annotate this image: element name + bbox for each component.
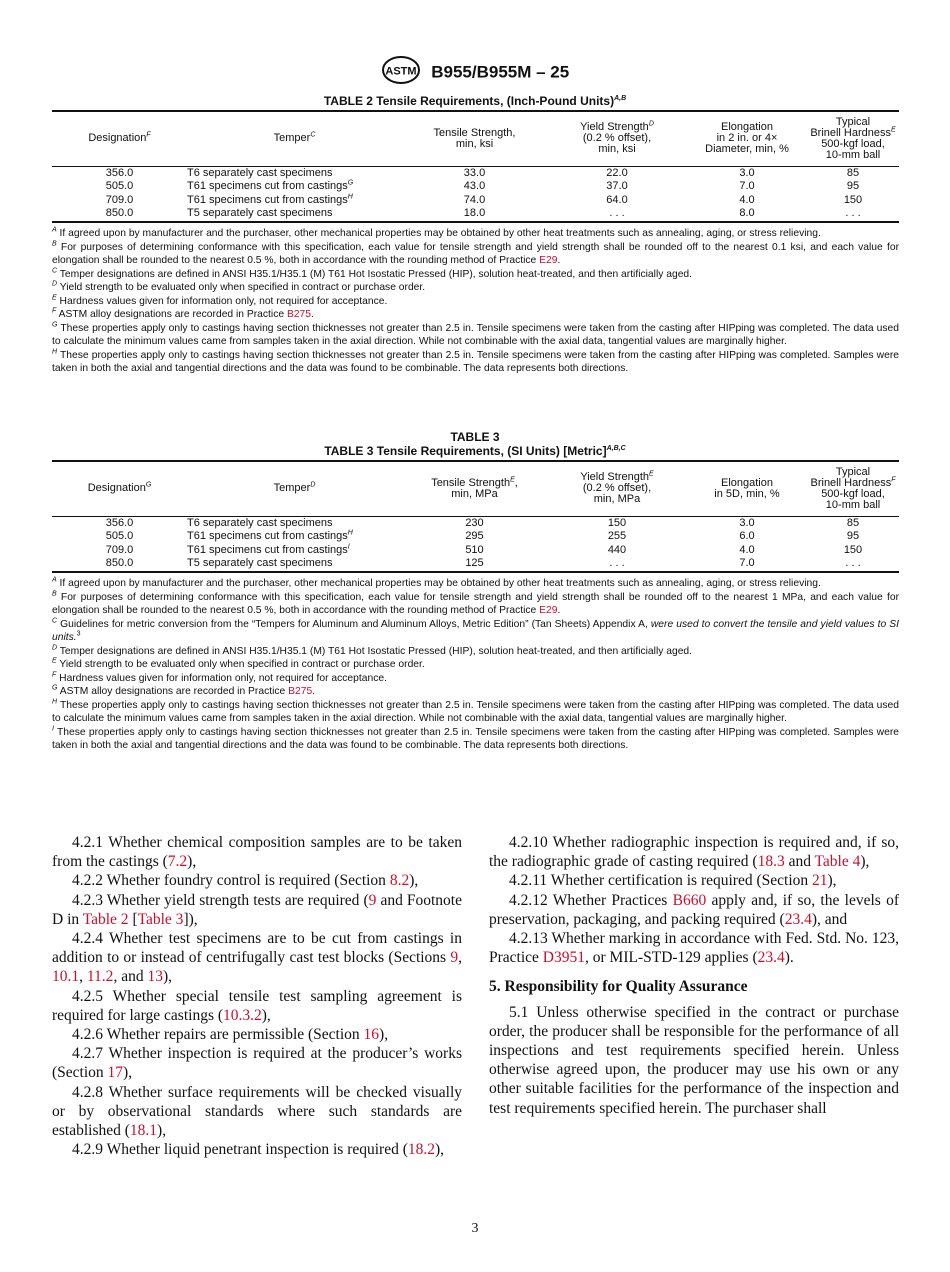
cell-temper: T61 specimens cut from castings$^G$ xyxy=(187,179,354,192)
cell-designation: 356.0 xyxy=(105,516,134,529)
para-4-2-4: 4.2.4 Whether test specimens are to be cut from castings in addition to or instead of centrifugally cast test blocks (Sections 9, 10.1, 11.2, and 13), xyxy=(52,930,462,986)
header-designation: Designation$^G$ xyxy=(87,481,152,495)
cell-tensile: 125 xyxy=(465,557,484,569)
cell-tensile: 33.0 xyxy=(463,166,486,179)
link-table-4[interactable]: Table 4 xyxy=(814,853,861,871)
link-table-3[interactable]: Table 3 xyxy=(137,910,184,928)
link-21[interactable]: 21 xyxy=(812,872,828,890)
t3-note-a: $^A$ If agreed upon by manufacturer and the purchaser, other mechanical properties may be obtained by other heat treatments such as annealing, aging, or stress relieving. xyxy=(52,576,821,589)
header-elongation: Elongation in 2 in. or 4× Diameter, min, % xyxy=(705,121,789,156)
header-temper: Temper$^C$ xyxy=(273,131,316,145)
header-tensile: Tensile Strength, min, ksi xyxy=(433,126,516,150)
cell-temper: T6 separately cast specimens xyxy=(187,166,333,179)
cell-yield: 440 xyxy=(607,543,627,556)
header-yield: Yield Strength$^D$ (0.2 % offset), min, ksi xyxy=(580,120,654,156)
cell-designation: 356.0 xyxy=(105,166,134,179)
cell-elongation: 7.0 xyxy=(739,180,755,192)
document-designation: B955/B955M – 25 xyxy=(431,62,570,82)
t2-note-c: $^C$ Temper designations are defined in ANSI H35.1/H35.1 (M) T61 Hot Isostatic Pressed (HIP), solution heat-treated, and then artificially aged. xyxy=(52,267,693,280)
para-4-2-3: 4.2.3 Whether yield strength tests are required (9 and Footnote D in Table 2 [Table 3]), xyxy=(52,891,462,928)
t3-note-c: $^C$ Guidelines for metric conversion from the “Tempers for Aluminum and Aluminum Alloys, Metric Edition” (Tan Sheets) Appendix A, were used to convert the tensile and yield values to SI units.$^3$ xyxy=(52,617,899,643)
cell-designation: 505.0 xyxy=(105,530,134,542)
cell-yield: 22.0 xyxy=(606,166,628,179)
cell-tensile: 74.0 xyxy=(463,193,486,206)
link-d3951[interactable]: D3951 xyxy=(542,949,585,967)
link-18-3[interactable]: 18.3 xyxy=(757,853,785,871)
cell-temper: T61 specimens cut from castings$^H$ xyxy=(187,529,353,542)
link-18-2[interactable]: 18.2 xyxy=(407,1141,436,1159)
para-4-2-13: 4.2.13 Whether marking in accordance with Fed. Std. No. 123, Practice D3951, or MIL-STD-129 applies (23.4). xyxy=(489,930,899,967)
cell-designation: 709.0 xyxy=(105,543,134,556)
link-7-2[interactable]: 7.2 xyxy=(167,853,188,871)
t3-note-e: $^E$ Yield strength to be evaluated only when specified in contract or purchase order. xyxy=(52,657,425,670)
cell-temper: T6 separately cast specimens xyxy=(187,516,333,529)
cell-yield: 150 xyxy=(607,516,627,529)
cell-hardness: 150 xyxy=(843,543,863,556)
right-column xyxy=(489,833,899,1118)
cell-temper: T61 specimens cut from castings$^I$ xyxy=(187,542,350,556)
astm-logo-icon xyxy=(381,56,421,89)
table2 xyxy=(52,110,899,223)
cell-elongation: 8.0 xyxy=(739,207,755,219)
cell-elongation: 3.0 xyxy=(739,166,755,179)
left-column xyxy=(52,833,462,1159)
t3-note-g: $^G$ ASTM alloy designations are recorded in Practice B275. xyxy=(52,684,316,697)
cell-hardness: . . . xyxy=(845,207,861,219)
t2-note-b: $^B$ For purposes of determining conformance with this specification, each value for tensile strength and yield strength shall be rounded off to the nearest 0.1 ksi, and each value for elongation shall be rounded to the nearest 0.5 %, both in accordance with the rounding method of Practice E29. xyxy=(52,240,899,266)
cell-designation: 505.0 xyxy=(105,180,134,192)
cell-yield: 255 xyxy=(607,530,627,542)
link-e29[interactable]: E29 xyxy=(539,605,558,616)
header-designation: Designation$^F$ xyxy=(88,131,151,145)
link-10-3-2[interactable]: 10.3.2 xyxy=(223,1006,262,1024)
link-e29[interactable]: E29 xyxy=(539,255,558,266)
para-4-2-10: 4.2.10 Whether radiographic inspection is required and, if so, the radiographic grade of casting required (18.3 and Table 4), xyxy=(489,834,899,871)
header-brinell: Typical Brinell Hardness$^F$ 500-kgf load, 10-mm ball xyxy=(810,465,896,511)
cell-temper: T5 separately cast specimens xyxy=(187,557,333,569)
logo-text: ASTM xyxy=(385,65,417,78)
link-13[interactable]: 13 xyxy=(147,968,163,986)
header-brinell: Typical Brinell Hardness$^E$ 500-kgf load, 10-mm ball xyxy=(810,115,896,161)
cell-designation: 850.0 xyxy=(105,207,134,219)
cell-temper: T61 specimens cut from castings$^H$ xyxy=(187,192,353,206)
table-row xyxy=(52,166,899,180)
t2-note-g: $^G$ These properties apply only to castings having section thicknesses not greater than 2.5 in. Tensile specimens were taken from the casting after HIPping was completed. The data used to calculate the minimum values came from samples taken in the axial direction. While not combinable with the axial data, tangential values are marginally higher. xyxy=(52,321,899,347)
header-temper: Temper$^D$ xyxy=(273,481,316,495)
cell-tensile: 510 xyxy=(465,543,484,556)
table-row xyxy=(52,557,899,572)
cell-yield: . . . xyxy=(609,557,625,569)
cell-hardness: 85 xyxy=(846,166,860,179)
t3-note-i: $^I$ These properties apply only to castings having section thicknesses not greater than 2.5 in. Tensile specimens were taken from the casting after HIPping was completed. Samples were taken in both the axial and tangential directions and the data was found to be combinable. The data represents both directions. xyxy=(52,725,899,751)
table-row xyxy=(52,544,899,558)
table-row xyxy=(52,207,899,222)
para-5-1: 5.1 Unless otherwise specified in the contract or purchase order, the producer shall be responsible for the performance of all inspections and test requirements specified herein. Unless otherwise agreed upon, the producer may use his own or any other suitable facilities for the performance of the inspection and test requirements specified herein. The purchaser shall xyxy=(489,1003,899,1117)
link-18-1[interactable]: 18.1 xyxy=(129,1122,158,1140)
para-4-2-7: 4.2.7 Whether inspection is required at the producer’s works (Section 17), xyxy=(52,1045,462,1082)
cell-elongation: 3.0 xyxy=(739,516,755,529)
cell-elongation: 6.0 xyxy=(739,530,755,542)
para-4-2-2: 4.2.2 Whether foundry control is required (Section 8.2), xyxy=(72,872,419,890)
para-4-2-11: 4.2.11 Whether certification is required (Section 21), xyxy=(509,872,837,890)
cell-hardness: 85 xyxy=(846,516,860,529)
link-table-2[interactable]: Table 2 xyxy=(82,910,129,928)
cell-temper: T5 separately cast specimens xyxy=(187,207,333,219)
t3-note-b: $^B$ For purposes of determining conformance with this specification, each value for tensile strength and yield strength shall be rounded off to the nearest 1 MPa, and each value for elongation shall be rounded to the nearest 0.5 %, both in accordance with the rounding method of Practice E29. xyxy=(52,590,899,616)
t3-note-h: $^H$ These properties apply only to castings having section thicknesses not greater than 2.5 in. Tensile specimens were taken from the casting after HIPping was completed. The data used to calculate the minimum values came from samples taken in the axial direction. While not combinable with the axial data, tangential values are marginally higher. xyxy=(52,698,899,724)
para-4-2-5: 4.2.5 Whether special tensile test sampling agreement is required for large castings (10.3.2), xyxy=(52,987,462,1024)
t2-note-d: $^D$ Yield strength to be evaluated only when specified in contract or purchase order. xyxy=(52,280,426,293)
table-row xyxy=(52,530,899,544)
header-yield: Yield Strength$^E$ (0.2 % offset), min, MPa xyxy=(580,470,654,506)
para-4-2-9: 4.2.9 Whether liquid penetrant inspection is required (18.2), xyxy=(72,1141,445,1159)
table2-title: TABLE 2 Tensile Requirements, (Inch-Pound Units)$^{A,B}$ xyxy=(323,94,627,108)
link-23-4[interactable]: 23.4 xyxy=(757,949,785,967)
header-tensile: Tensile Strength$^E$, min, MPa xyxy=(431,476,518,500)
cell-designation: 709.0 xyxy=(105,193,134,206)
para-4-2-1: 4.2.1 Whether chemical composition samples are to be taken from the castings (7.2), xyxy=(52,834,462,871)
cell-elongation: 7.0 xyxy=(739,557,755,569)
table-row xyxy=(52,194,899,208)
cell-hardness: 95 xyxy=(846,180,860,192)
table3-footnotes xyxy=(52,577,899,753)
header-elongation: Elongation in 5D, min, % xyxy=(714,476,780,500)
link-b275[interactable]: B275 xyxy=(288,686,313,697)
cell-tensile: 43.0 xyxy=(463,180,486,192)
cell-tensile: 18.0 xyxy=(463,207,486,219)
para-4-2-6: 4.2.6 Whether repairs are permissible (Section 16), xyxy=(72,1026,389,1044)
cell-designation: 850.0 xyxy=(105,557,134,569)
page-header xyxy=(0,56,950,89)
cell-yield: . . . xyxy=(609,207,625,219)
link-9[interactable]: 9 xyxy=(368,891,377,909)
t3-note-d: $^D$ Temper designations are defined in ANSI H35.1/H35.1 (M) T61 Hot Isostatic Pressed (HIP), solution heat-treated, and then artificially aged. xyxy=(52,644,693,657)
cell-tensile: 230 xyxy=(465,516,484,529)
cell-yield: 37.0 xyxy=(606,180,628,192)
section-5-heading: 5. Responsibility for Quality Assurance xyxy=(489,978,748,996)
table3 xyxy=(52,460,899,573)
t2-note-f: $^F$ ASTM alloy designations are recorded in Practice B275. xyxy=(52,307,314,320)
table2-footnotes xyxy=(52,227,899,376)
cell-hardness: . . . xyxy=(845,557,861,569)
link-9[interactable]: 9 xyxy=(450,949,459,967)
link-11-2[interactable]: 11.2 xyxy=(86,968,114,986)
page-number: 3 xyxy=(471,1221,479,1236)
link-8-2[interactable]: 8.2 xyxy=(389,872,410,890)
table-row xyxy=(52,516,899,530)
cell-hardness: 150 xyxy=(843,193,863,206)
table-row xyxy=(52,180,899,194)
t2-note-a: $^A$ If agreed upon by manufacturer and the purchaser, other mechanical properties may be obtained by other heat treatments such as annealing, aging, or stress relieving. xyxy=(52,226,821,239)
table2-header-row xyxy=(52,111,899,166)
t2-note-h: $^H$ These properties apply only to castings having section thicknesses not greater than 2.5 in. Tensile specimens were taken from the casting after HIPping was completed. Samples were taken in both the axial and tangential directions and the data was found to be combinable. The data represents both directions. xyxy=(52,348,899,374)
cell-elongation: 4.0 xyxy=(739,543,755,556)
para-4-2-12: 4.2.12 Whether Practices B660 apply and, if so, the levels of preservation, packaging, and packing required (23.4), and xyxy=(489,891,899,928)
t2-note-e: $^E$ Hardness values given for information only, not required for acceptance. xyxy=(52,294,388,307)
para-4-2-8: 4.2.8 Whether surface requirements will be checked visually or by observational standards where such standards are established (18.1), xyxy=(52,1083,462,1140)
link-10-1[interactable]: 10.1 xyxy=(52,968,80,986)
link-23-4[interactable]: 23.4 xyxy=(784,910,812,928)
cell-hardness: 95 xyxy=(846,530,860,542)
table3-title: TABLE 3 TABLE 3 Tensile Requirements, (SI Units) [Metric]$^{A,B,C}$ xyxy=(324,430,626,458)
cell-elongation: 4.0 xyxy=(739,193,755,206)
link-b275[interactable]: B275 xyxy=(286,309,312,320)
link-16[interactable]: 16 xyxy=(363,1026,380,1044)
table3-header-row xyxy=(52,461,899,516)
link-17[interactable]: 17 xyxy=(107,1064,124,1082)
t3-note-f: $^F$ Hardness values given for information only, not required for acceptance. xyxy=(52,671,387,684)
cell-yield: 64.0 xyxy=(606,193,628,206)
link-b660[interactable]: B660 xyxy=(672,891,707,909)
cell-tensile: 295 xyxy=(465,530,484,542)
